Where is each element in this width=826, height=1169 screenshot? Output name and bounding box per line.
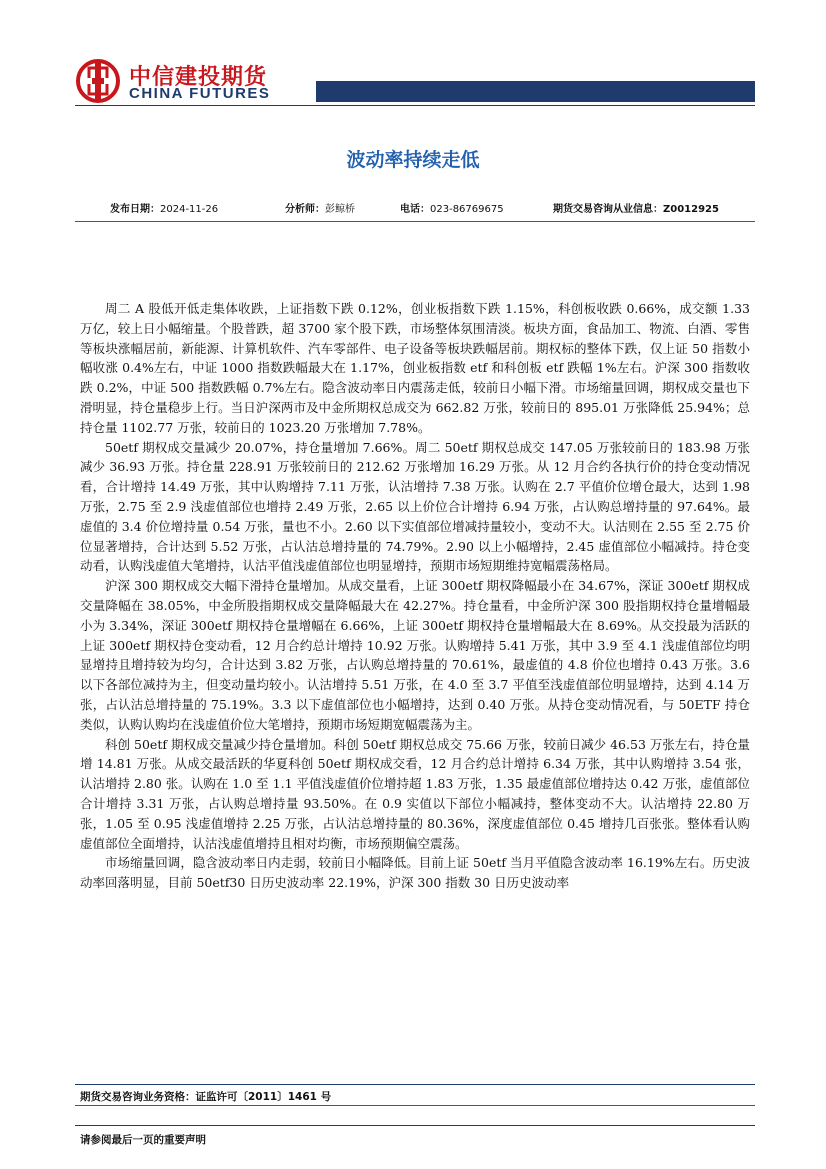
phone-label: 电话： [400,204,430,215]
paragraph-kc50etf: 科创 50etf 期权成交量减少持仓量增加。科创 50etf 期权总成交 75.66 万张，较前日减少 46.53 万张左右，持仓量增 14.81 万张。从成交最活跃的华夏科创 50etf 期权成交看，12 月合约总计增持 6.34 万张，其中认购增持 3.54 张，认沽增持 2.80 张。认购在 1.0 至 1.1 平值浅虚值价位增持超 1.83 万张，1.35 最虚值部位增持达 0.42 万张，虚值部位合计增持 3.31 万张，占认购总增持量 93.50%。在 0.9 实值以下部位小幅减持，整体变动不大。认沽增持 22.80 万张，1.05 至 0.95 浅虚值增持 2.25 万张，占认沽总增持量的 80.36%，深度虚值部位 0.45 增持几百张张。整体看认购虚值部位全面增持，认沽浅虚值增持且相对均衡，市场预期偏空震荡。 [80,736,750,851]
footer-divider-top [75,1084,755,1085]
phone-value: 023-86769675 [430,204,504,215]
license-info [553,200,719,215]
header-accent-bar [316,81,755,102]
paragraph-hs300: 沪深 300 期权成交大幅下滑持仓量增加。从成交量看，上证 300etf 期权降幅最小在 34.67%，深证 300etf 期权成交量降幅在 38.05%，中金所股指期权成交量降幅最大在 42.27%。持仓量看，中金所沪深 300 股指期权持仓量增幅最小为 3.34%，深证 300etf 期权持仓量增幅在 6.66%，上证 300etf 期权持仓量增幅最大在 8.69%。从交投最为活跃的上证 300etf 期权持仓变动看，12 月合约总计增持 10.92 万张。认购增持 5.41 万张，其中 3.9 至 4.1 浅虚值部位均明显增持且增持较为均匀，合计达到 3.82 万张，占认购总增持量的 70.61%，最虚值的 4.8 价位也增持 0.43 万张。3.6 以下各部位减持为主，但变动量均较小。认沽增持 5.51 万张，在 4.0 至 3.7 平值至浅虚值部位明显增持，达到 4.14 万张，占认沽总增持量的 75.19%。3.3 以下虚值部位也小幅增持，达到 0.40 万张。从持仓变动情况看，与 50ETF 持仓类似，认购认购均在浅虚值价位大笔增持，预期市场短期宽幅震荡为主。 [80,578,750,732]
license-value: Z0012925 [663,204,719,215]
paragraph-volatility: 市场缩量回调，隐含波动率日内走弱，较前日小幅降低。目前上证 50etf 当月平值隐含波动率 16.19%左右。历史波动率回落明显，目前 50etf30 日历史波动率 22.19%，沪深 300 指数 30 日历史波动率 [80,855,750,891]
footer-divider-middle [75,1105,755,1106]
report-body [80,299,750,893]
analyst-value: 彭鲸桥 [325,204,355,215]
publish-date [110,200,218,215]
footer-divider-bottom [75,1125,755,1126]
logo-chinese-name: 中信建投期货 [129,65,268,90]
publish-date-label: 发布日期： [110,204,160,215]
meta-divider [75,221,755,222]
header-divider [75,105,755,106]
report-title: 波动率持续走低 [346,149,480,171]
footer-qualification: 期货交易咨询业务资格：证监许可〔2011〕1461 号 [80,1091,332,1103]
publish-date-value: 2024-11-26 [160,204,219,215]
citic-logo-icon [75,58,121,104]
paragraph-50etf: 50etf 期权成交量减少 20.07%，持仓量增加 7.66%。周二 50etf 期权总成交 147.05 万张较前日的 183.98 万张减少 36.93 万张。持仓量 228.91 万张较前日的 212.62 万张增加 16.29 万张。从 12 月合约各执行价的持仓变动情况看，合计增持 14.49 万张，其中认购增持 7.11 万张，认沽增持 7.38 万张。认购在 2.7 平值价位增仓最大，达到 1.98 万张，2.75 至 2.9 浅虚值部位也增持 2.49 万张，2.65 以上价位合计增持 6.94 万张，占认购总增持量的 97.64%。最虚值的 3.4 价位增持量 0.54 万张，量也不小。2.60 以下实值部位增减持量较小，变动不大。认沽则在 2.55 至 2.75 价位显著增持，合计达到 5.52 万张，占认沽总增持量的 74.79%。2.90 以上小幅增持，2.45 虚值部位小幅减持。持仓变动看，认购浅虚值大笔增持，认沽平值浅虚值部位也明显增持，预期市场短期维持宽幅震荡格局。 [80,439,750,574]
license-label: 期货交易咨询从业信息： [553,204,663,215]
footer-disclaimer-notice: 请参阅最后一页的重要声明 [80,1134,206,1146]
paragraph-market-overview: 周二 A 股低开低走集体收跌，上证指数下跌 0.12%，创业板指数下跌 1.15%，科创板收跌 0.66%，成交额 1.33 万亿，较上日小幅缩量。个股普跌，超 3700 家个股下跌，市场整体氛围清淡。板块方面，食品加工、物流、白酒、零售等板块涨幅居前，新能源、计算机软件、汽车零部件、电子设备等板块跌幅居前。期权标的整体下跌，仅上证 50 指数小幅收涨 0.4%左右，中证 1000 指数跌幅最大在 1.17%，创业板指数 etf 和科创板 etf 跌幅 1%左右。沪深 300 指数收跌 0.2%，中证 500 指数跌幅 0.7%左右。隐含波动率日内震荡走低，较前日小幅下滑。市场缩量回调，期权成交量也下滑明显，持仓量稳步上行。当日沪深两市及中金所期权总成交为 662.82 万张，较前日的 895.01 万张降低 25.94%；总持仓量 1102.77 万张，较前日的 1023.20 万张增加 7.78%。 [80,301,750,435]
analyst [285,200,355,215]
analyst-label: 分析师： [285,204,325,215]
logo-english-name: CHINA FUTURES [129,85,271,102]
phone [400,200,504,215]
